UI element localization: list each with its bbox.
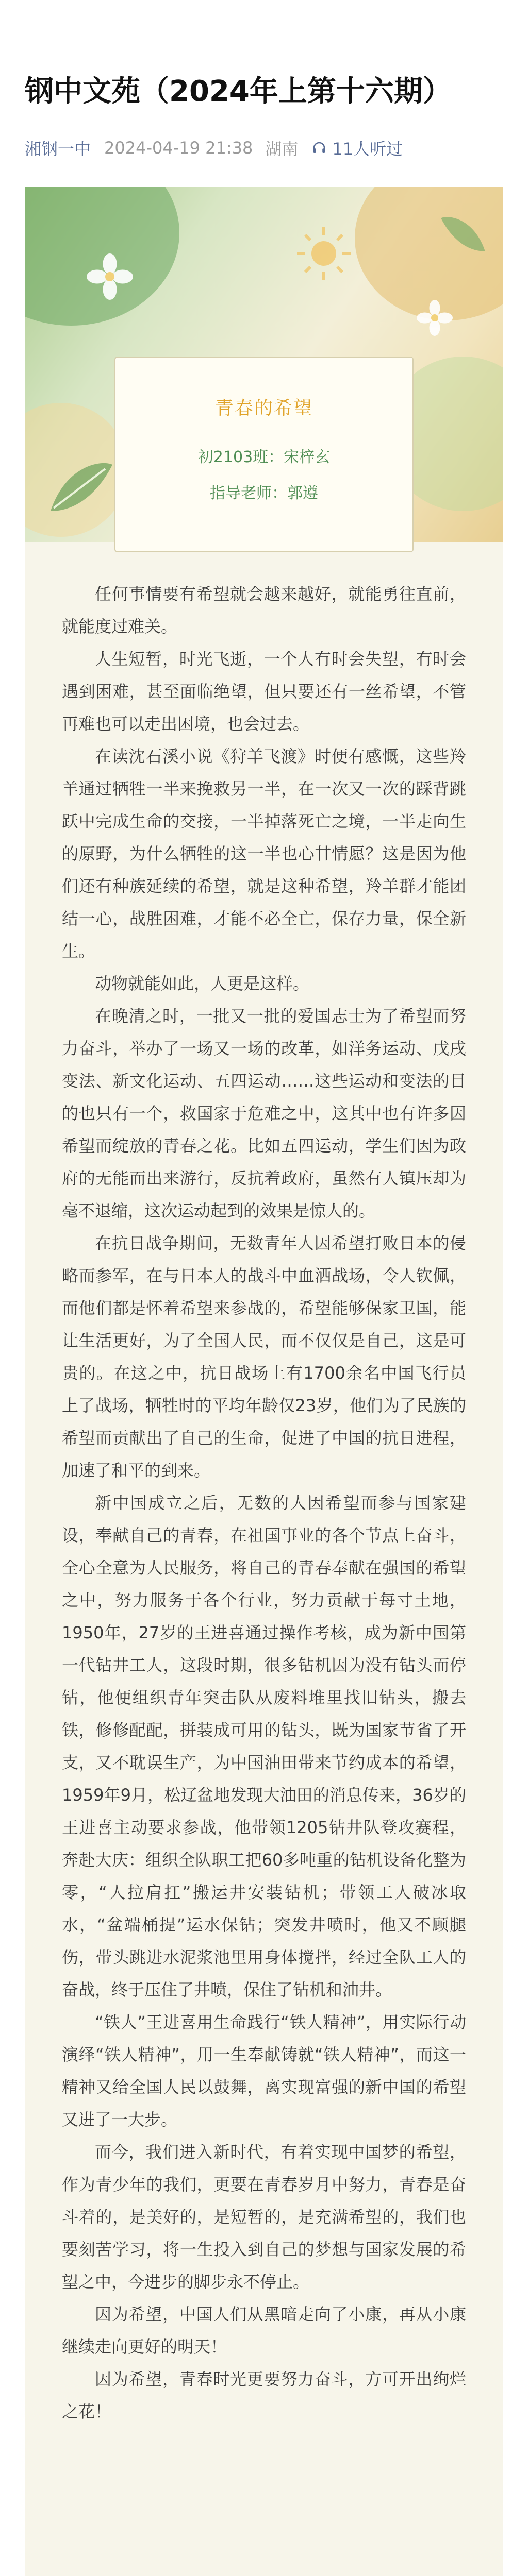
article-title: 钢中文苑（2024年上第十六期） bbox=[25, 75, 452, 108]
paragraph: 因为希望，中国人们从黑暗走向了小康，再从小康继续走向更好的明天！ bbox=[62, 2304, 466, 2357]
paragraph: 任何事情要有希望就会越来越好，就能勇往直前，就能度过难关。 bbox=[62, 584, 466, 636]
article-body bbox=[62, 578, 466, 2428]
leaf-icon bbox=[45, 454, 118, 516]
white-flower-icon bbox=[87, 253, 133, 300]
paragraph: 在读沈石溪小说《狩羊飞渡》时便有感慨，这些羚羊通过牺牲一半来挽救另一半，在一次又一次的踩背跳跃中完成生命的交接，一半掉落死亡之境，一半走向生的原野，为什么牺牲的这一半也心甘情愿？这是因为他们还有种族延续的希望，就是这种希望，羚羊群才能团结一心，战胜困难，才能不必全亡，保存力量，保全新生。 bbox=[62, 747, 466, 961]
paragraph: 动物就能如此，人更是这样。 bbox=[95, 974, 310, 993]
paragraph: “铁人”王进喜用生命践行“铁人精神”，用实际行动演绎“铁人精神”，用一生奉献铸就“铁人精神”，而这一精神又给全国人民以鼓舞，离实现富强的新中国的希望又进了一大步。 bbox=[62, 2012, 466, 2129]
paragraph: 新中国成立之后，无数的人因希望而参与国家建设，奉献自己的青春，在祖国事业的各个节点上奋斗，全心全意为人民服务，将自己的青春奉献在强国的希望之中，努力服务于各个行业，努力贡献于每寸土地，1950年，27岁的王进喜通过操作考核，成为新中国第一代钻井工人，这段时期，很多钻机因为没有钻头而停钻，他便组织青年突击队从废料堆里找旧钻头，搬去铁，修修配配，拼装成可用的钻头，既为国家节省了开支，又不耽误生产，为中国油田带来节约成本的希望，1959年9月，松辽盆地发现大油田的消息传来，36岁的王进喜主动要求参战，他带领1205钻井队登攻赛程，奔赴大庆：组织全队职工把60多吨重的钻机设备化整为零，“人拉肩扛”搬运井安装钻机；带领工人破冰取水，“盆端桶提”运水保钻；突发井喷时，他又不顾腿伤，带头跳进水泥浆池里用身体搅拌，经过全队工人的奋战，终于压住了井喷，保住了钻机和油井。 bbox=[62, 1493, 466, 1999]
teacher-line: 指导老师：郭遵 bbox=[210, 484, 318, 502]
paragraph: 人生短暂，时光飞逝，一个人有时会失望，有时会遇到困难，甚至面临绝望，但只要还有一丝希望，不管再难也可以走出困境，也会过去。 bbox=[62, 649, 466, 734]
listen-count: 11人听过 bbox=[332, 139, 403, 159]
paragraph: 在抗日战争期间，无数青年人因希望打败日本的侵略而参军，在与日本人的战斗中血洒战场，令人钦佩，而他们都是怀着希望来参战的，希望能够保家卫国，能让生活更好，为了全国人民，而不仅仅是自己，这是可贵的。在这之中，抗日战场上有1700余名中国飞行员上了战场，牺牲时的平均年龄仅23岁，他们为了民族的希望而贡献出了自己的生命，促进了中国的抗日进程，加速了和平的到来。 bbox=[62, 1233, 466, 1480]
leaf-icon bbox=[437, 207, 489, 259]
white-flower-icon bbox=[417, 300, 453, 336]
poem-title-box bbox=[114, 357, 414, 552]
article-card bbox=[25, 187, 503, 2576]
listen-count-button[interactable] bbox=[311, 136, 403, 160]
publish-region: 湖南 bbox=[265, 139, 299, 159]
account-name-link[interactable]: 湘钢一中 bbox=[25, 139, 91, 159]
headphones-icon bbox=[311, 140, 327, 156]
article-meta bbox=[25, 137, 403, 159]
paragraph: 因为希望，青春时光更要努力奋斗，方可开出绚烂之花！ bbox=[62, 2369, 466, 2421]
paragraph: 在晚清之时，一批又一批的爱国志士为了希望而努力奋斗，举办了一场又一场的改革，如洋务运动、戊戌变法、新文化运动、五四运动……这些运动和变法的目的也只有一个，救国家于危难之中，这其中也有许多因希望而绽放的青春之花。比如五四运动，学生们因为政府的无能而出来游行，反抗着政府，虽然有人镇压却为毫不退缩，这次运动起到的效果是惊人的。 bbox=[62, 1006, 466, 1221]
paragraph: 而今，我们进入新时代，有着实现中国梦的希望，作为青少年的我们，更要在青春岁月中努力，青春是奋斗着的，是美好的，是短暂的，是充满希望的，我们也要刻苦学习，将一生投入到自己的梦想与国家发展的希望之中，今进步的脚步永不停止。 bbox=[62, 2142, 466, 2292]
sun-icon bbox=[293, 223, 355, 284]
publish-date: 2024-04-19 21:38 bbox=[104, 138, 253, 158]
author-line: 初2103班：宋梓玄 bbox=[197, 448, 331, 466]
poem-title: 青春的希望 bbox=[214, 398, 313, 419]
